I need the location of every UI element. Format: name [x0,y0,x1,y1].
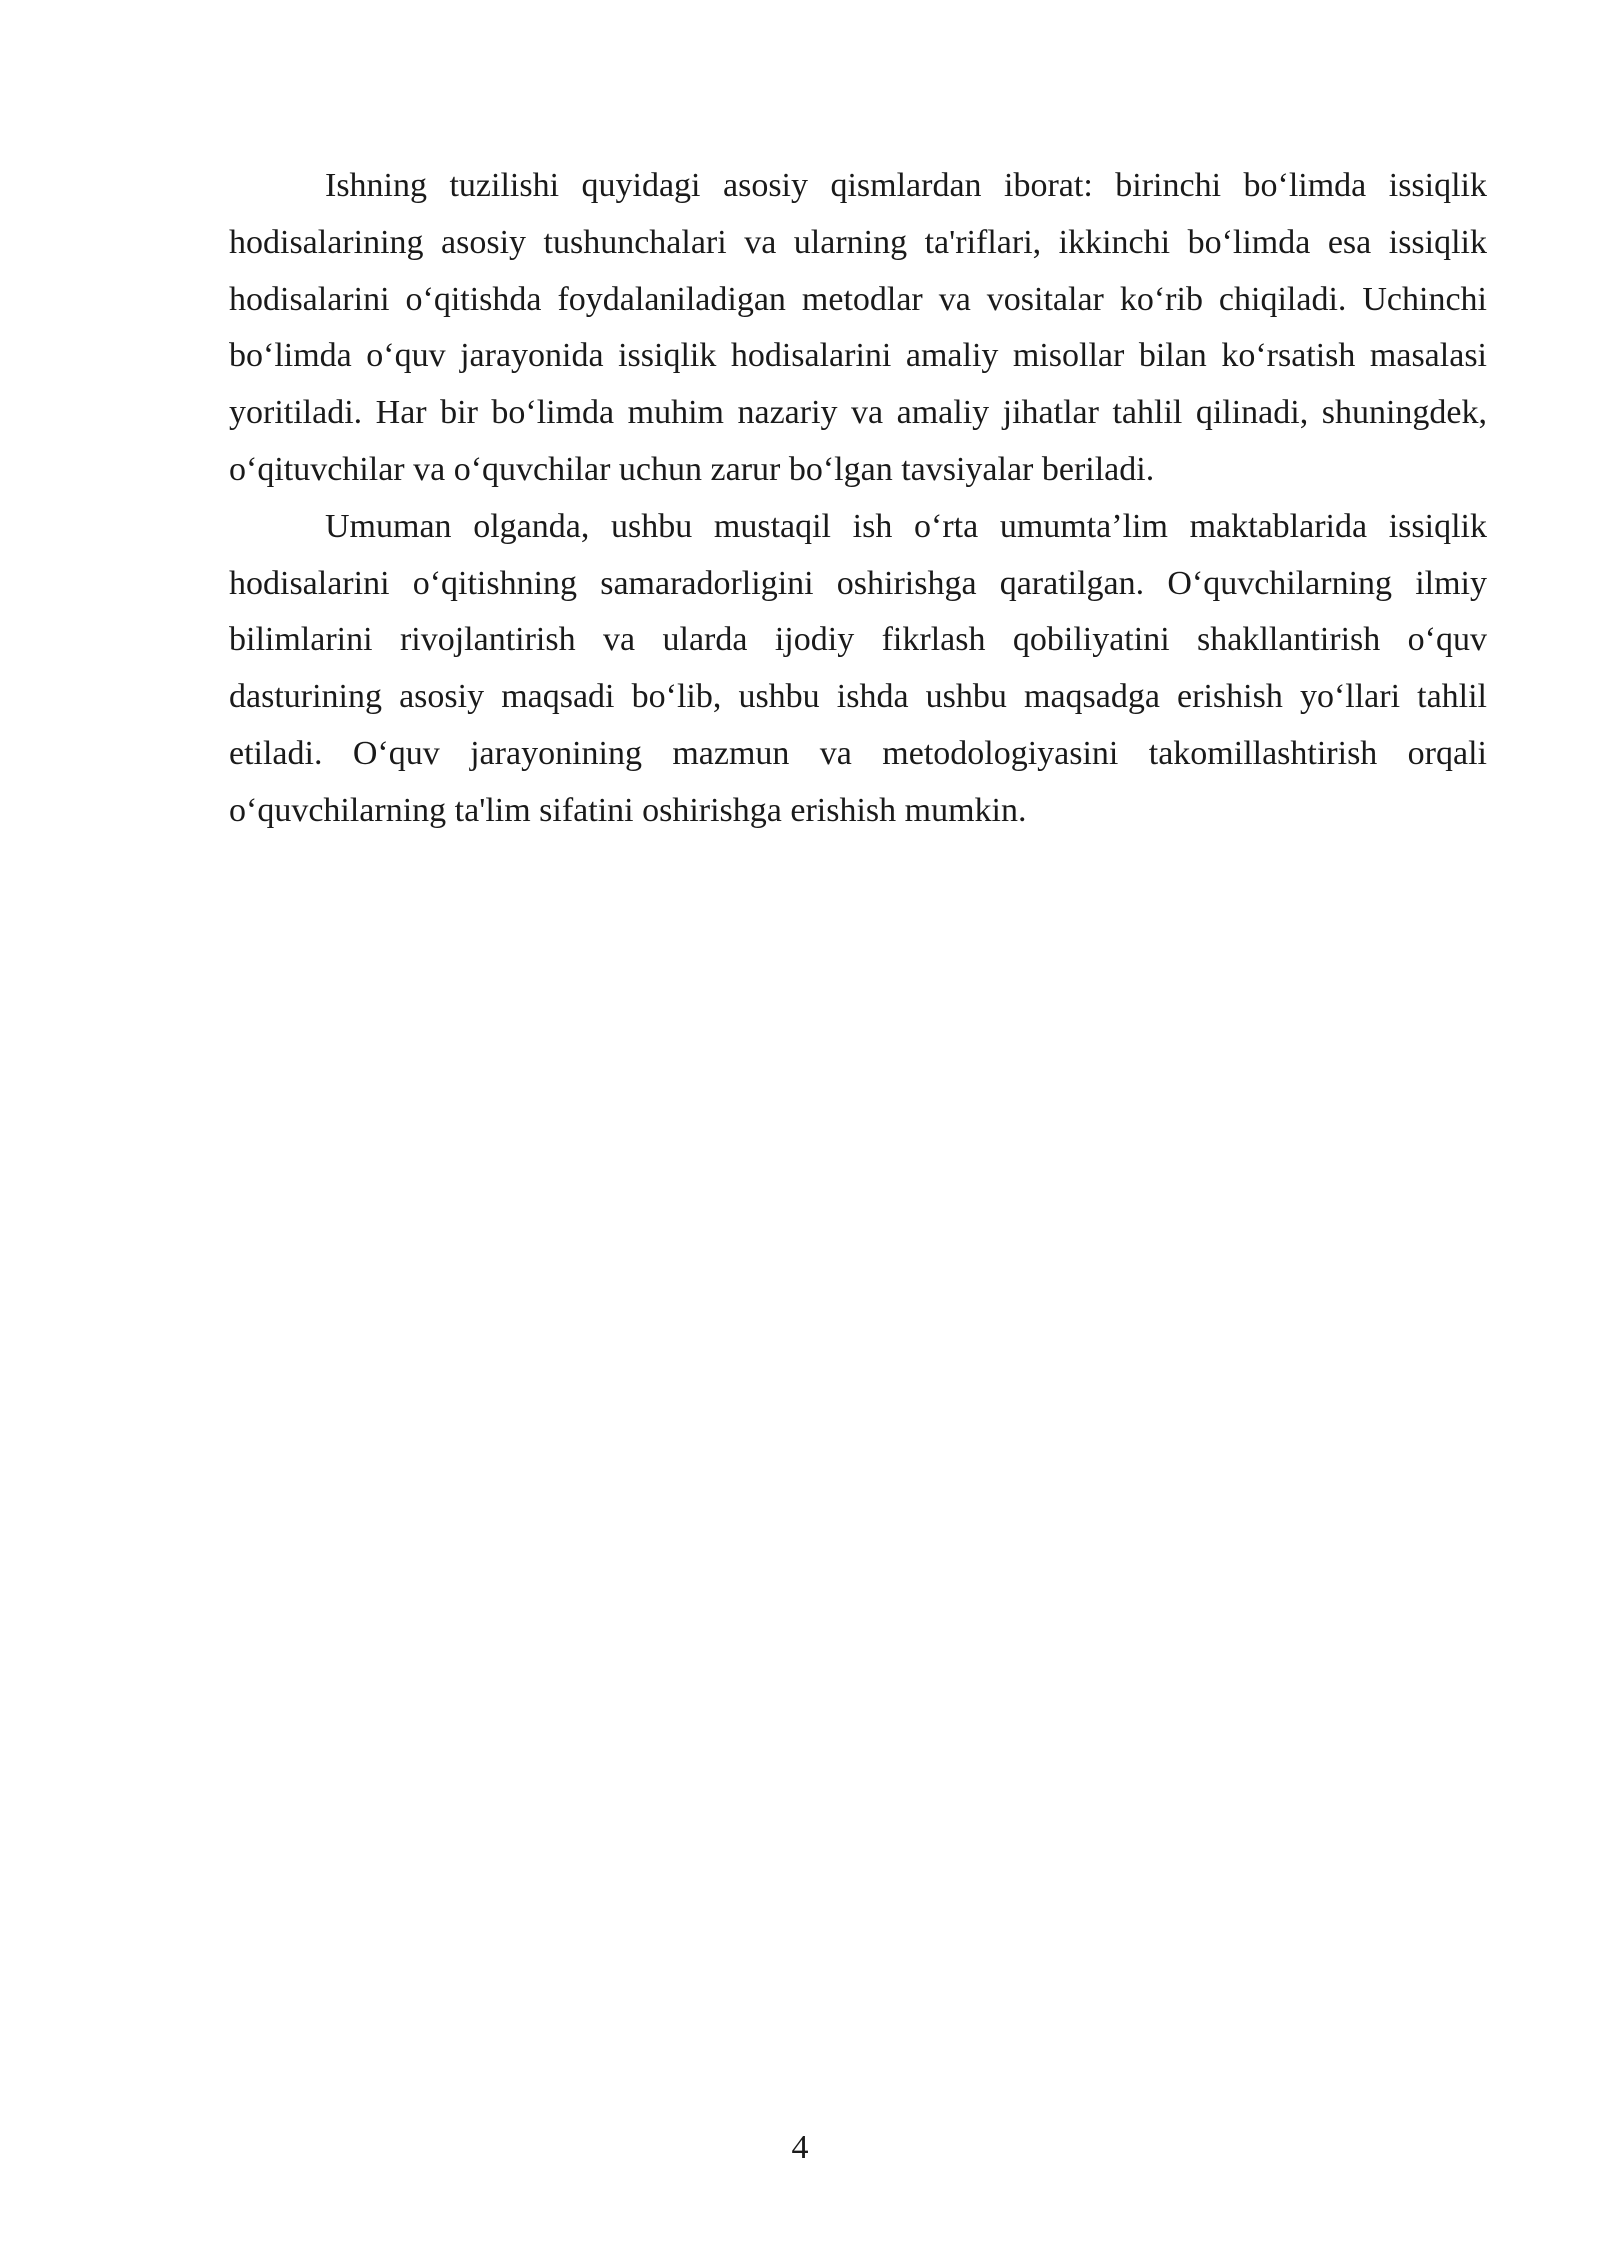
page-number: 4 [791,2129,809,2166]
body-text [229,158,1487,840]
paragraph-2: Umuman olganda, ushbu mustaqil ish o‘rta umumta’lim maktablarida issiqlik hodisalarini o‘qitishning samaradorligini oshirishga qaratilgan. O‘quvchilarning ilmiy bilimlarini rivojlantirish va ularda ijodiy fikrlash qobiliyatini shakllantirish o‘quv dasturining asosiy maqsadi bo‘lib, ushbu ishda ushbu maqsadga erishish yo‘llari tahlil etiladi. O‘quv jarayonining mazmun va metodologiyasini takomillashtirish orqali o‘quvchilarning ta'lim sifatini oshirishga erishish mumkin. [229,507,1487,829]
paragraph-1: Ishning tuzilishi quyidagi asosiy qismlardan iborat: birinchi bo‘limda issiqlik hodisalarining asosiy tushunchalari va ularning ta'riflari, ikkinchi bo‘limda esa issiqlik hodisalarini o‘qitishda foydalaniladigan metodlar va vositalar ko‘rib chiqiladi. Uchinchi bo‘limda o‘quv jarayonida issiqlik hodisalarini amaliy misollar bilan ko‘rsatish masalasi yoritiladi. Har bir bo‘limda muhim nazariy va amaliy jihatlar tahlil qilinadi, shuningdek, o‘qituvchilar va o‘quvchilar uchun zarur bo‘lgan tavsiyalar beriladi. [229,167,1487,488]
